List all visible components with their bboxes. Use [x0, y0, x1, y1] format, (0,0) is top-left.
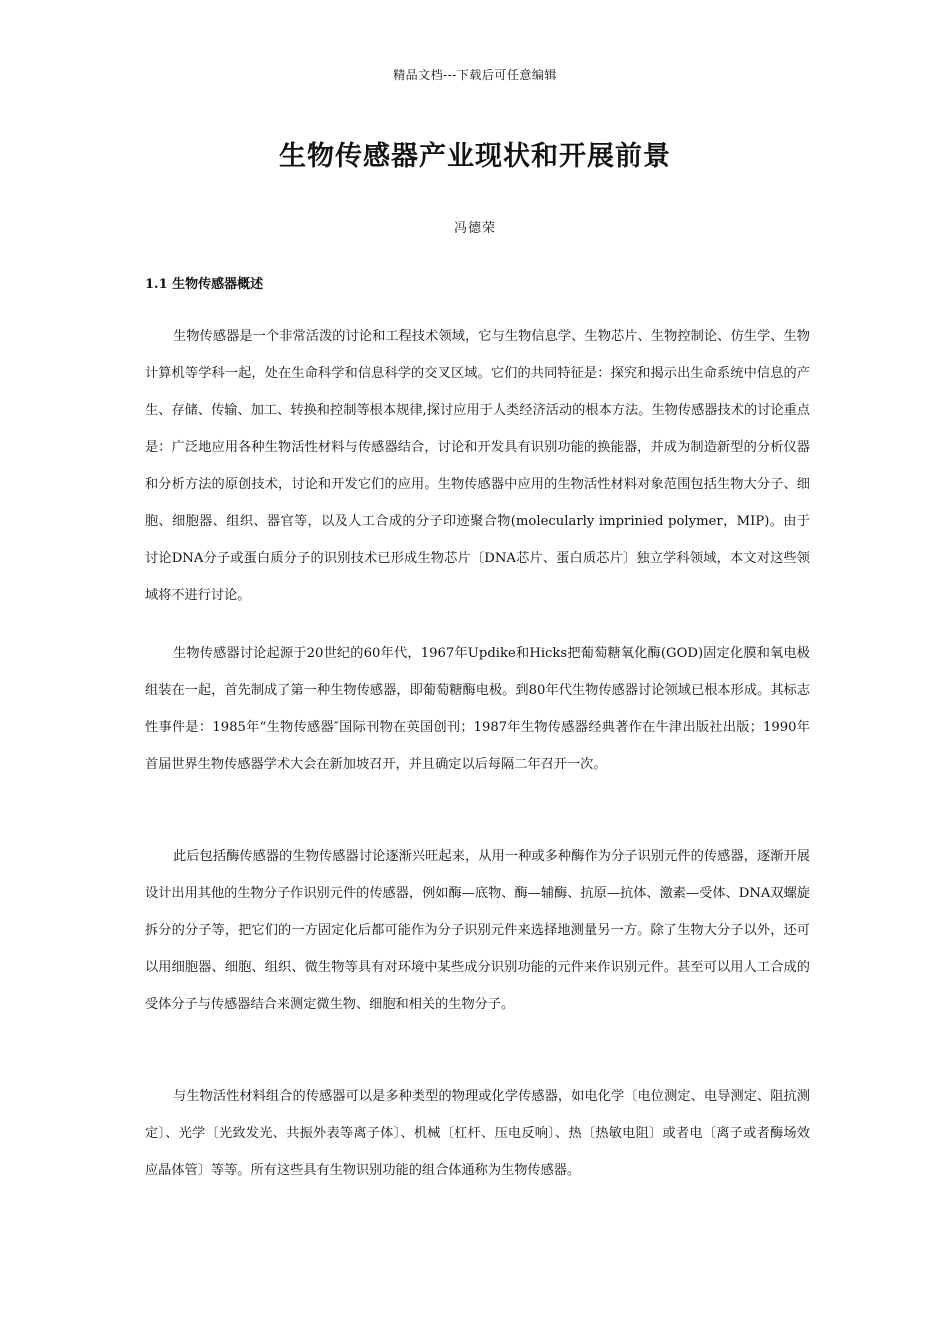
paragraph-1: 生物传感器是一个非常活泼的讨论和工程技术领域，它与生物信息学、生物芯片、生物控制论、仿生学、生物计算机等学科一起，处在生命科学和信息科学的交叉区域。它们的共同特征是：探究和揭示出生命系统中信息的产生、存储、传输、加工、转换和控制等根本规律,探讨应用于人类经济活动的根本方法。生物传感器技术的讨论重点是：广泛地应用各种生物活性材料与传感器结合，讨论和开发具有识别功能的换能器，并成为制造新型的分析仪器和分析方法的原创技术，讨论和开发它们的应用。生物传感器中应用的生物活性材料对象范围包括生物大分子、细胞、细胞器、组织、器官等，以及人工合成的分子印迹聚合物(molecularly imprinied polymer，MIP)。由于讨论DNA分子或蛋白质分子的识别技术已形成生物芯片〔DNA芯片、蛋白质芯片〕独立学科领域，本文对这些领域将不进行讨论。: [145, 329, 810, 603]
section-heading: 1.1 生物传感器概述: [145, 277, 264, 292]
paragraph-2: 生物传感器讨论起源于20世纪的60年代，1967年Updike和Hicks把葡萄糖氧化酶(GOD)固定化膜和氧电极组装在一起，首先制成了第一种生物传感器，即葡萄糖酶电极。到80年代生物传感器讨论领域已根本形成。其标志性事件是：1985年“生物传感器″国际刊物在英国创刊；1987年生物传感器经典著作在牛津出版社出版；1990年首届世界生物传感器学术大会在新加坡召开，并且确定以后每隔二年召开一次。: [145, 646, 810, 772]
paragraph-3: 此后包括酶传感器的生物传感器讨论逐渐兴旺起来，从用一种或多种酶作为分子识别元件的传感器，逐渐开展设计出用其他的生物分子作识别元件的传感器，例如酶—底物、酶—辅酶、抗原—抗体、激素—受体、DNA双螺旋拆分的分子等，把它们的一方固定化后都可能作为分子识别元件来选择地测量另一方。除了生物大分子以外，还可以用细胞器、细胞、组织、微生物等具有对环境中某些成分识别功能的元件来作识别元件。甚至可以用人工合成的受体分子与传感器结合来测定微生物、细胞和相关的生物分子。: [145, 849, 810, 1012]
header-note: 精品文档---下载后可任意编辑: [393, 68, 557, 82]
document-author: 冯德荣: [453, 221, 496, 236]
document-title: 生物传感器产业现状和开展前景: [279, 141, 671, 172]
paragraph-4: 与生物活性材料组合的传感器可以是多种类型的物理或化学传感器，如电化学〔电位测定、电导测定、阻抗测定〕、光学〔光致发光、共振外表等离子体〕、机械〔杠杆、压电反响〕、热〔热敏电阻〕或者电〔离子或者酶场效应晶体管〕等等。所有这些具有生物识别功能的组合体通称为生物传感器。: [145, 1089, 810, 1178]
